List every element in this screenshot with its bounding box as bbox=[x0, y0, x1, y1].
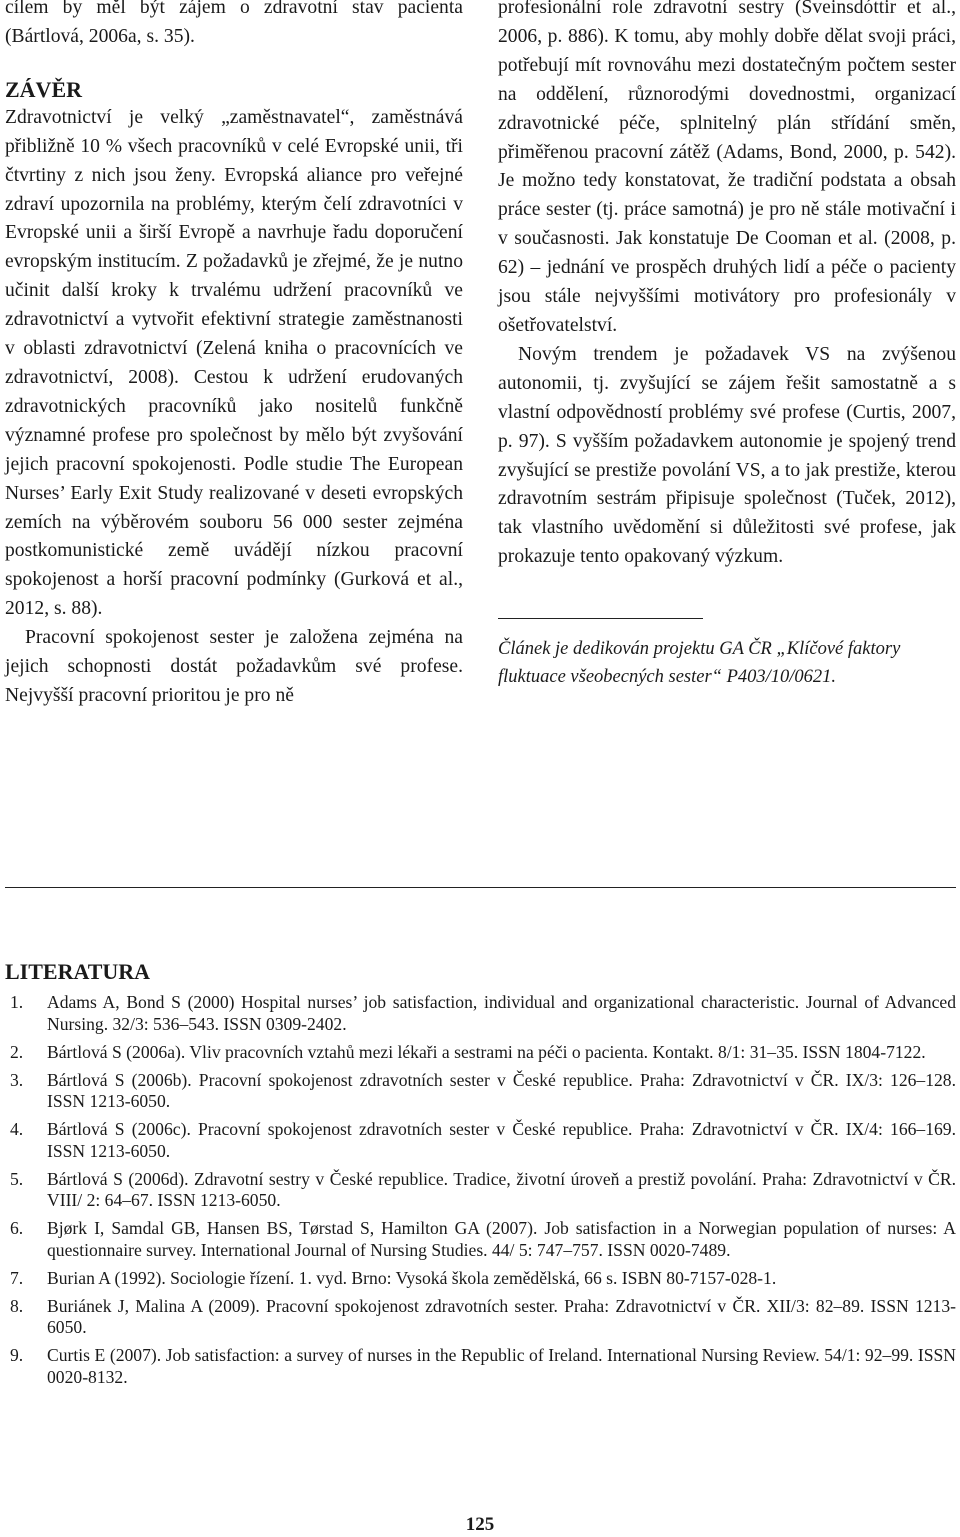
section-divider bbox=[5, 887, 956, 888]
reference-number: 6. bbox=[10, 1218, 24, 1238]
reference-number: 7. bbox=[10, 1267, 24, 1288]
left-column bbox=[5, 0, 463, 711]
reference-number: 9. bbox=[10, 1345, 24, 1365]
reference-text: Burian A (1992). Sociologie řízení. 1. vyd. Brno: Vysoká škola zemědělská, 66 s. ISBN 80-7157-028-1. bbox=[47, 1267, 777, 1288]
reference-number: 2. bbox=[10, 1041, 24, 1062]
references-title: LITERATURA bbox=[5, 959, 151, 984]
reference-text: Adams A, Bond S (2000) Hospital nurses’ job satisfaction, individual and organizational characteristic. Journal of Advanced Nursing. 32/3: 536–543. ISSN 0309-2402. bbox=[47, 992, 956, 1034]
reference-item bbox=[5, 1169, 956, 1212]
reference-text: Bártlová S (2006c). Pracovní spokojenost zdravotních sester v České republice. Praha: Zdravotnictví v ČR. IX/4: 166–169. ISSN 1213-6050. bbox=[47, 1119, 956, 1161]
conclusion-paragraph-2: Pracovní spokojenost sester je založena zejména na jejich schopnosti dostát požadavkům své profese. Nejvyšší pracovní prioritou je pro ně bbox=[5, 627, 463, 706]
reference-item bbox=[5, 1042, 956, 1064]
conclusion-heading: ZÁVĚR bbox=[5, 76, 83, 102]
reference-text: Curtis E (2007). Job satisfaction: a survey of nurses in the Republic of Ireland. International Nursing Review. 54/1: 92–99. ISSN 0020-8132. bbox=[47, 1345, 956, 1387]
reference-number: 3. bbox=[10, 1069, 24, 1090]
references-list bbox=[5, 992, 956, 1388]
reference-text: Buriánek J, Malina A (2009). Pracovní spokojenost zdravotních sester. Praha: Zdravotnictví v ČR. XII/3: 82–89. ISSN 1213-6050. bbox=[47, 1295, 956, 1337]
reference-item bbox=[5, 1119, 956, 1162]
reference-text: Bjørk I, Samdal GB, Hansen BS, Tørstad S, Hamilton GA (2007). Job satisfaction in a Norwegian population of nurses: A questionnaire survey. International Journal of Nursing Studies. 44/ 5: 747–757. ISSN 0020-7489. bbox=[47, 1218, 956, 1260]
new-trend-paragraph: Novým trendem je požadavek VS na zvýšenou autonomii, tj. zvyšující se zájem řešit samostatně a s vlastní odpovědností problémy své profese (Curtis, 2007, p. 97). S vyšším požadavkem autonomie je spojený trend zvyšující se prestiže povolání VS, a to jak prestiže, kterou zdravotním sestrám připisuje společnost (Tuček, 2012), tak vlastního uvědomění si důležitosti své profese, jak prokazuje tento opakovaný výzkum. bbox=[498, 343, 956, 568]
intro-paragraph: cílem by měl být zájem o zdravotní stav pacienta (Bártlová, 2006a, s. 35). bbox=[5, 0, 463, 47]
reference-text: Bártlová S (2006a). Vliv pracovních vztahů mezi lékaři a sestrami na péči o pacienta. Kontakt. 8/1: 31–35. ISSN 1804-7122. bbox=[47, 1041, 926, 1062]
reference-item bbox=[5, 1296, 956, 1339]
conclusion-paragraph-1: Zdravotnictví je velký „zaměstnavatel“, zaměstnává přibližně 10 % všech pracovníků v celé Evropské unii, tři čtvrtiny z nich jsou ženy. Evropská aliance pro veřejné zdraví upozornila na problémy, kterým čelí zdravotníci v Evropské unii a širší Evropě a navrhuje řadu doporučení evropským institucím. Z požadavků je zřejmé, že je nutno učinit další kroky k trvalému udržení pracovníků ve zdravotnictví a vytvořit efektivní strategie zaměstnanosti v oblasti zdravotnictví (Zelená kniha o pracovnících ve zdravotnictví, 2008). Cestou k udržení erudovaných zdravotnických pracovníků jako nositelů funkčně významné profese pro společnost by mělo být zvyšování jejich pracovní spokojenosti. Podle studie The European Nurses’ Early Exit Study realizované v deseti evropských zemích na výběrovém souboru 56 000 sester zejména postkomunistické země uvádějí nízkou pracovní spokojenost a horší pracovní podmínky (Gurková et al., 2012, s. 88). bbox=[5, 106, 463, 620]
reference-item bbox=[5, 1070, 956, 1113]
reference-number: 1. bbox=[10, 992, 24, 1012]
page-number: 125 bbox=[465, 1514, 495, 1535]
reference-item bbox=[5, 992, 956, 1035]
right-column bbox=[498, 0, 956, 691]
reference-text: Bártlová S (2006d). Zdravotní sestry v České republice. Tradice, životní úroveň a prestiž povolání. Praha: Zdravotnictví v ČR. VIII/ 2: 64–67. ISSN 1213-6050. bbox=[47, 1168, 956, 1210]
reference-item bbox=[5, 1218, 956, 1261]
reference-number: 8. bbox=[10, 1295, 24, 1316]
continued-paragraph: profesionální role zdravotní sestry (Sveinsdóttir et al., 2006, p. 886). K tomu, aby mohly dobře dělat svoji práci, potřebují mít rovnováhu mezi dostatečným počtem sester na oddělení, různorodými dovednostmi, organizací zdravotnické péče, splnitelný plán střídání směn, přiměřenou pracovní zátěž (Adams, Bond, 2000, p. 542). Je možno tedy konstatovat, že tradiční podstata a obsah práce sester (tj. práce samotná) je pro ně stále motivační i v současnosti. Jak konstatuje De Cooman et al. (2008, p. 62) – jednání ve prospěch druhých lidí a péče o pacienty jsou stále nejvyššími motivátory pro profesionály v ošetřovatelství. bbox=[498, 0, 956, 336]
reference-number: 5. bbox=[10, 1168, 24, 1189]
footnote-rule bbox=[498, 618, 703, 619]
reference-item bbox=[5, 1268, 956, 1290]
dedication-footnote: Článek je dedikován projektu GA ČR „Klíčové faktory fluktuace všeobecných sester“ P403/10/0621. bbox=[498, 639, 901, 688]
reference-text: Bártlová S (2006b). Pracovní spokojenost zdravotních sester v České republice. Praha: Zdravotnictví v ČR. IX/3: 126–128. ISSN 1213-6050. bbox=[47, 1069, 956, 1111]
reference-item bbox=[5, 1345, 956, 1388]
reference-number: 4. bbox=[10, 1119, 24, 1139]
references-section bbox=[5, 958, 956, 1395]
